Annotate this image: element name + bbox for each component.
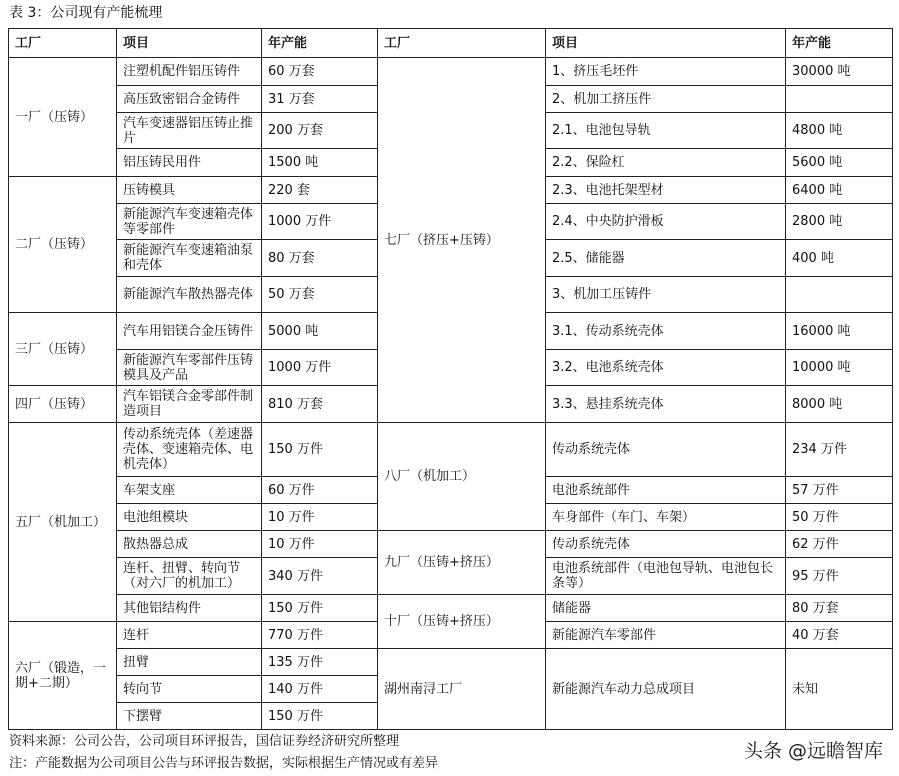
capacity-table xyxy=(8,28,893,730)
item-cell: 传动系统壳体 xyxy=(546,531,786,558)
capacity-cell: 5000 吨 xyxy=(262,313,378,350)
item-cell: 新能源汽车零部件压铸模具及产品 xyxy=(117,350,262,386)
item-cell: 1、挤压毛坯件 xyxy=(546,58,786,86)
capacity-cell: 770 万件 xyxy=(262,622,378,649)
item-cell: 传动系统壳体 xyxy=(546,423,786,477)
header-plant-right: 工厂 xyxy=(378,29,546,58)
item-cell: 下摆臂 xyxy=(117,703,262,730)
capacity-cell: 810 万套 xyxy=(262,386,378,423)
item-cell: 压铸模具 xyxy=(117,177,262,204)
item-cell: 连杆、扭臂、转向节（对六厂的机加工） xyxy=(117,558,262,595)
item-cell: 散热器总成 xyxy=(117,531,262,558)
capacity-cell: 8000 吨 xyxy=(786,386,893,423)
item-cell: 铝压铸民用件 xyxy=(117,149,262,177)
item-cell: 汽车铝镁合金零部件制造项目 xyxy=(117,386,262,423)
capacity-cell xyxy=(786,86,893,113)
plant-cell: 湖州南浔工厂 xyxy=(378,649,546,730)
item-cell: 新能源汽车动力总成项目 xyxy=(546,649,786,730)
capacity-cell: 16000 吨 xyxy=(786,313,893,350)
item-cell: 新能源汽车变速箱油泵和壳体 xyxy=(117,240,262,277)
capacity-cell: 80 万套 xyxy=(786,595,893,622)
capacity-cell: 80 万套 xyxy=(262,240,378,277)
header-capacity-right: 年产能 xyxy=(786,29,893,58)
item-cell: 高压致密铝合金铸件 xyxy=(117,86,262,113)
capacity-cell: 150 万件 xyxy=(262,595,378,622)
footnote: 注：产能数据为公司项目公告与环评报告数据，实际根据生产情况或有差异 xyxy=(9,756,439,771)
table-caption: 表 3：公司现有产能梳理 xyxy=(9,5,163,21)
item-cell: 传动系统壳体（差速器壳体、变速箱壳体、电机壳体） xyxy=(117,423,262,477)
item-cell: 3.1、传动系统壳体 xyxy=(546,313,786,350)
header-capacity-left: 年产能 xyxy=(262,29,378,58)
table-row xyxy=(9,531,893,558)
table-row xyxy=(9,649,893,676)
header-item-left: 项目 xyxy=(117,29,262,58)
table-row xyxy=(9,595,893,622)
capacity-cell: 60 万件 xyxy=(262,477,378,504)
watermark: 头条 @远瞻智库 xyxy=(743,740,883,762)
capacity-cell: 200 万套 xyxy=(262,113,378,149)
capacity-cell: 62 万件 xyxy=(786,531,893,558)
capacity-cell: 220 套 xyxy=(262,177,378,204)
capacity-cell: 50 万件 xyxy=(786,504,893,531)
header-row xyxy=(9,29,893,58)
capacity-cell: 1500 吨 xyxy=(262,149,378,177)
item-cell: 汽车变速器铝压铸止推片 xyxy=(117,113,262,149)
capacity-cell: 2800 吨 xyxy=(786,204,893,240)
item-cell: 注塑机配件铝压铸件 xyxy=(117,58,262,86)
plant-cell: 一厂（压铸） xyxy=(9,58,117,177)
capacity-cell: 150 万件 xyxy=(262,703,378,730)
item-cell: 2.1、电池包导轨 xyxy=(546,113,786,149)
capacity-cell: 50 万套 xyxy=(262,277,378,313)
plant-cell: 五厂（机加工） xyxy=(9,423,117,622)
plant-cell: 八厂（机加工） xyxy=(378,423,546,531)
capacity-cell: 10 万件 xyxy=(262,531,378,558)
capacity-cell: 40 万套 xyxy=(786,622,893,649)
item-cell: 2.2、保险杠 xyxy=(546,149,786,177)
capacity-cell: 10 万件 xyxy=(262,504,378,531)
capacity-cell: 140 万件 xyxy=(262,676,378,703)
item-cell: 储能器 xyxy=(546,595,786,622)
item-cell: 汽车用铝镁合金压铸件 xyxy=(117,313,262,350)
capacity-cell: 95 万件 xyxy=(786,558,893,595)
item-cell: 2.3、电池托架型材 xyxy=(546,177,786,204)
capacity-cell: 4800 吨 xyxy=(786,113,893,149)
capacity-cell: 340 万件 xyxy=(262,558,378,595)
capacity-cell: 150 万件 xyxy=(262,423,378,477)
item-cell: 新能源汽车散热器壳体 xyxy=(117,277,262,313)
capacity-cell: 31 万套 xyxy=(262,86,378,113)
capacity-cell: 57 万件 xyxy=(786,477,893,504)
capacity-cell: 6400 吨 xyxy=(786,177,893,204)
item-cell: 2、机加工挤压件 xyxy=(546,86,786,113)
capacity-cell xyxy=(786,277,893,313)
plant-cell: 七厂（挤压+压铸） xyxy=(378,58,546,423)
item-cell: 新能源汽车变速箱壳体等零部件 xyxy=(117,204,262,240)
plant-cell: 十厂（压铸+挤压） xyxy=(378,595,546,649)
item-cell: 转向节 xyxy=(117,676,262,703)
item-cell: 车架支座 xyxy=(117,477,262,504)
item-cell: 3.2、电池系统壳体 xyxy=(546,350,786,386)
header-plant-left: 工厂 xyxy=(9,29,117,58)
item-cell: 电池组模块 xyxy=(117,504,262,531)
item-cell: 新能源汽车零部件 xyxy=(546,622,786,649)
header-item-right: 项目 xyxy=(546,29,786,58)
item-cell: 连杆 xyxy=(117,622,262,649)
capacity-cell: 未知 xyxy=(786,649,893,730)
item-cell: 电池系统部件（电池包导轨、电池包长条等） xyxy=(546,558,786,595)
plant-cell: 四厂（压铸） xyxy=(9,386,117,423)
item-cell: 其他铝结构件 xyxy=(117,595,262,622)
plant-cell: 三厂（压铸） xyxy=(9,313,117,386)
item-cell: 2.5、储能器 xyxy=(546,240,786,277)
table-row xyxy=(9,58,893,86)
source-note: 资料来源：公司公告，公司项目环评报告，国信证券经济研究所整理 xyxy=(9,734,400,749)
item-cell: 车身部件（车门、车架） xyxy=(546,504,786,531)
capacity-cell: 234 万件 xyxy=(786,423,893,477)
capacity-cell: 1000 万件 xyxy=(262,204,378,240)
plant-cell: 九厂（压铸+挤压） xyxy=(378,531,546,595)
item-cell: 电池系统部件 xyxy=(546,477,786,504)
capacity-cell: 1000 万件 xyxy=(262,350,378,386)
capacity-cell: 30000 吨 xyxy=(786,58,893,86)
plant-cell: 六厂（锻造，一期+二期） xyxy=(9,622,117,730)
capacity-cell: 10000 吨 xyxy=(786,350,893,386)
capacity-cell: 60 万套 xyxy=(262,58,378,86)
capacity-cell: 5600 吨 xyxy=(786,149,893,177)
item-cell: 3.3、悬挂系统壳体 xyxy=(546,386,786,423)
item-cell: 3、机加工压铸件 xyxy=(546,277,786,313)
capacity-cell: 400 吨 xyxy=(786,240,893,277)
table-row xyxy=(9,423,893,477)
capacity-cell: 135 万件 xyxy=(262,649,378,676)
item-cell: 扭臂 xyxy=(117,649,262,676)
plant-cell: 二厂（压铸） xyxy=(9,177,117,313)
item-cell: 2.4、中央防护滑板 xyxy=(546,204,786,240)
